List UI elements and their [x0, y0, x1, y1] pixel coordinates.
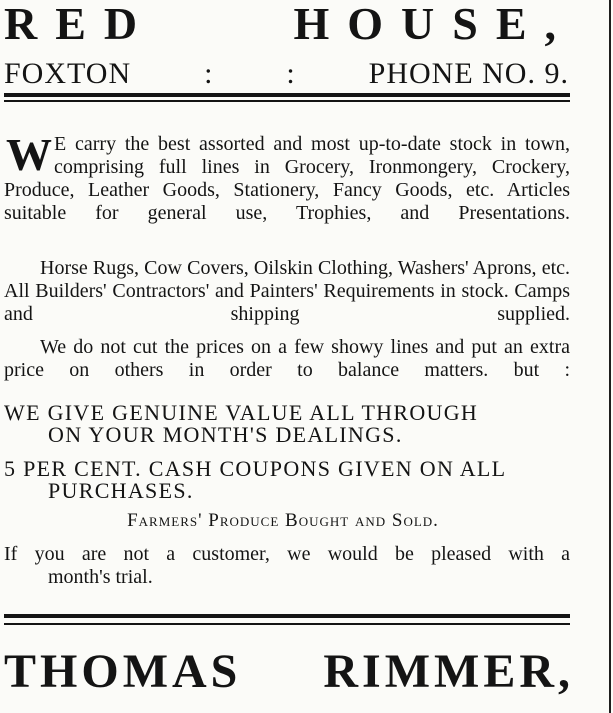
intro-paragraph — [4, 129, 570, 225]
trial-paragraph — [4, 543, 570, 589]
store-title — [4, 0, 574, 48]
separator-1: : — [204, 57, 214, 90]
value-slogan — [4, 402, 570, 446]
store-title-word-2: HOUSE, — [293, 0, 574, 49]
value-slogan-line-1: WE GIVE GENUINE VALUE ALL THROUGH — [4, 400, 479, 425]
trial-line-2: month's trial. — [48, 566, 153, 588]
footer-rule-thick — [4, 614, 570, 618]
goods-paragraph: Horse Rugs, Cow Covers, Oilskin Clothing, Washers' Aprons, etc. All Builders' Contractors' and Painters' Requirements in stock. Camps and shipping supplied. — [4, 257, 570, 325]
drop-cap: W — [6, 129, 50, 180]
trial-line-1: If you are not a customer, we would be pleased with a — [4, 543, 570, 565]
coupon-slogan-line-1: 5 PER CENT. CASH COUPONS GIVEN ON ALL — [4, 456, 507, 481]
location-phone-line — [4, 57, 569, 91]
coupon-slogan-line-2: PURCHASES. — [48, 478, 194, 503]
store-title-word-1: RED — [4, 0, 156, 49]
header-rule-thick — [4, 93, 570, 97]
coupon-slogan — [4, 458, 570, 502]
farmers-produce-line — [0, 510, 566, 532]
separator-2: : — [286, 57, 296, 90]
phone-number: PHONE NO. 9. — [368, 57, 569, 90]
farmers-produce-text: Farmers' Produce Bought and Sold. — [127, 510, 439, 531]
place-name: FOXTON — [4, 57, 132, 90]
proprietor-name — [4, 644, 574, 700]
intro-text: E carry the best assorted and most up-to-date stock in town, comprising full lines in Grocery, Ironmongery, Crockery, Produce, Leather Goods, Stationery, Fancy Goods, etc. Articles suitable for general use, Trophies, and Presentations. — [4, 133, 570, 224]
value-slogan-line-2: ON YOUR MONTH'S DEALINGS. — [48, 422, 403, 447]
proprietor-name-word-2: RIMMER, — [323, 645, 574, 698]
column-rule — [609, 0, 611, 713]
header-rule-thin — [4, 100, 570, 102]
proprietor-name-word-1: THOMAS — [4, 645, 242, 698]
prices-paragraph: We do not cut the prices on a few showy lines and put an extra price on others in order to balance matters. but : — [4, 336, 570, 381]
footer-rule-thin — [4, 623, 570, 625]
